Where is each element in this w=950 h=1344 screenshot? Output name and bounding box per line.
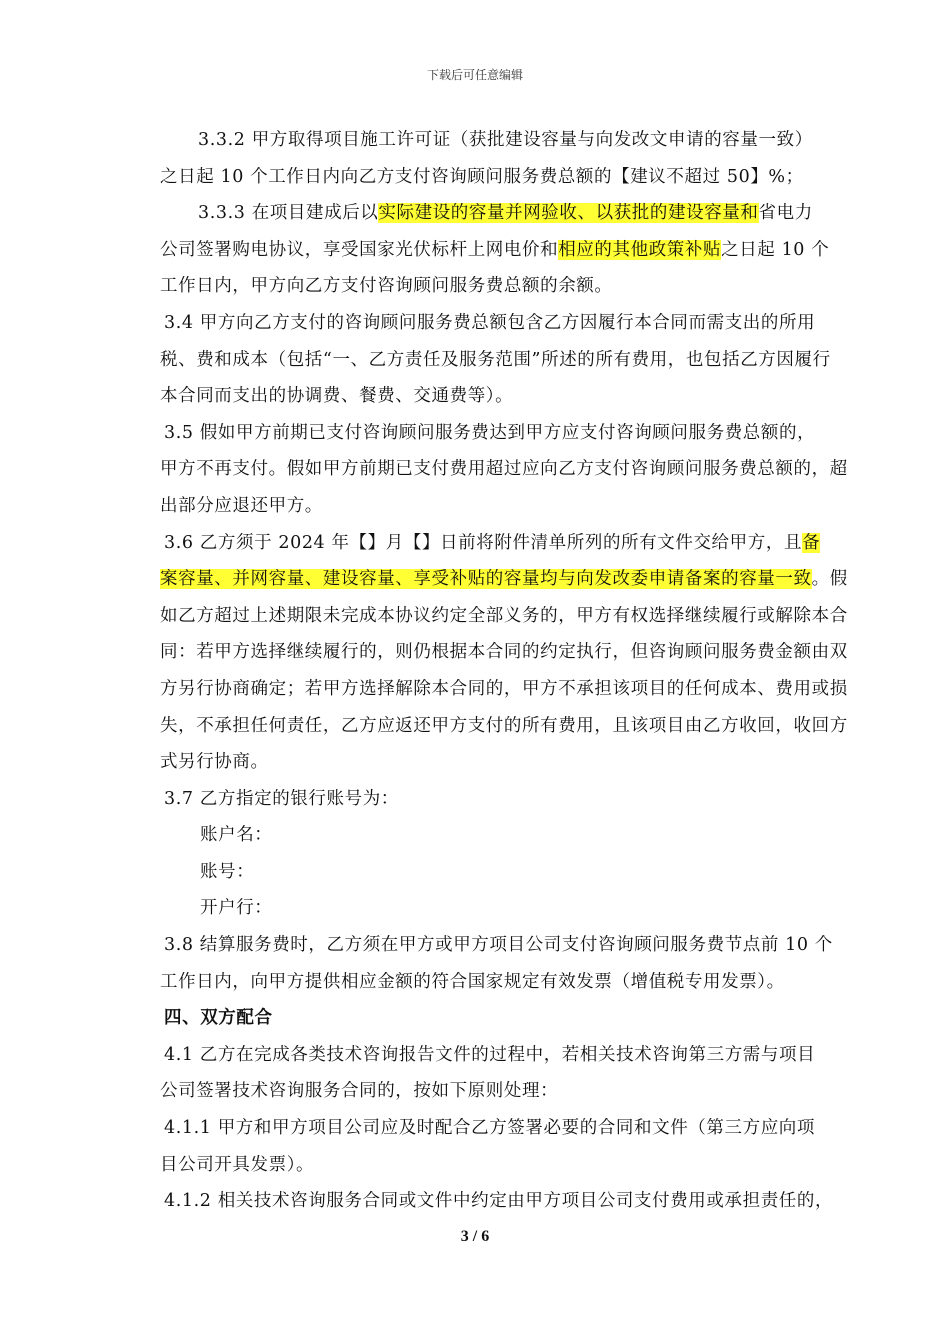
highlight-filing-start: 备 <box>802 532 821 553</box>
clause-3-6-line-3: 如乙方超过上述期限未完成本协议约定全部义务的，甲方有权选择继续履行或解除本合 <box>160 605 848 626</box>
clause-3-3-2-line-1: 3.3.2 甲方取得项目施工许可证（获批建设容量与向发改文申请的容量一致） <box>198 130 813 150</box>
account-name-label: 账户名： <box>200 825 273 846</box>
highlight-actual-capacity: 实际建设的容量并网验收、以获批的建设容量和 <box>378 203 759 224</box>
clause-4-1-1-line-2: 目公司开具发票）。 <box>160 1154 315 1175</box>
clause-4-1-2-line-1: 4.1.2 相关技术咨询服务合同或文件中约定由甲方项目公司支付费用或承担责任的， <box>164 1191 834 1212</box>
highlight-policy-subsidy: 相应的其他政策补贴 <box>558 239 722 260</box>
account-number-label: 账号： <box>200 861 255 882</box>
clause-3-5-line-3: 出部分应退还甲方。 <box>160 495 323 516</box>
clause-3-4-line-1: 3.4 甲方向乙方支付的咨询顾问服务费总额包含乙方因履行本合同而需支出的所用 <box>164 312 816 333</box>
clause-3-6-text-b: 。假 <box>811 569 848 590</box>
clause-3-4-line-2: 税、费和成本（包括“一、乙方责任及服务范围”所述的所有费用，也包括乙方因履行 <box>160 349 831 370</box>
clause-3-6-line-4: 同：若甲方选择继续履行的，则仍根据本合同的约定执行，但咨询顾问服务费金额由双 <box>160 642 848 663</box>
clause-3-4-line-3: 本合同而支出的协调费、餐费、交通费等）。 <box>160 386 514 407</box>
clause-3-6-line-1 <box>160 525 860 562</box>
clause-3-6-text-a: 3.6 乙方须于 2024 年【】月【】日前将附件清单所列的所有文件交给甲方，且 <box>164 532 803 553</box>
clause-3-8-line-1: 3.8 结算服务费时，乙方须在甲方或甲方项目公司支付咨询顾问服务费节点前 10 个 <box>164 935 833 956</box>
clause-4-1-line-2: 公司签署技术咨询服务合同的，按如下原则处理： <box>160 1081 559 1102</box>
clause-3-6-line-5: 方另行协商确定；若甲方选择解除本合同的，甲方不承担该项目的任何成本、费用或损 <box>160 678 848 699</box>
clause-3-7-line-1: 3.7 乙方指定的银行账号为： <box>164 788 399 809</box>
document-body <box>160 122 860 1220</box>
clause-3-5-line-2: 甲方不再支付。假如甲方前期已支付费用超过应向乙方支付咨询顾问服务费总额的，超 <box>160 459 848 480</box>
clause-3-6-line-7: 式另行协商。 <box>160 752 269 773</box>
clause-3-6-line-2 <box>160 561 860 598</box>
clause-4-1-1-line-1: 4.1.1 甲方和甲方项目公司应及时配合乙方签署必要的合同和文件（第三方应向项 <box>164 1118 815 1139</box>
clause-3-6-line-6: 失，不承担任何责任，乙方应返还甲方支付的所有费用，且该项目由乙方收回，收回方 <box>160 715 848 736</box>
clause-3-3-3-text-d: 公司签署购电协议，享受国家光伏标杆上网电价和 <box>160 239 559 260</box>
clause-3-3-3-line-3: 工作日内，甲方向乙方支付咨询顾问服务费总额的余额。 <box>160 276 613 297</box>
clause-3-8-line-2: 工作日内，向甲方提供相应金额的符合国家规定有效发票（增值税专用发票）。 <box>160 971 785 992</box>
bank-name-label: 开户行： <box>200 898 273 919</box>
clause-3-3-3-line-2 <box>160 232 860 269</box>
clause-3-3-2-line-2: 之日起 10 个工作日内向乙方支付咨询顾问服务费总额的【建议不超过 50】%； <box>160 166 804 187</box>
page-number: 3 / 6 <box>460 1228 490 1245</box>
clause-3-3-3-text-a: 3.3.3 在项目建成后以 <box>198 203 379 224</box>
clause-3-3-3-text-c: 省电力 <box>758 203 813 224</box>
section-4-heading: 四、双方配合 <box>164 1008 273 1029</box>
page-header-note: 下载后可任意编辑 <box>426 68 523 82</box>
highlight-filing-capacity: 案容量、并网容量、建设容量、享受补贴的容量均与向发改委申请备案的容量一致 <box>160 569 812 590</box>
clause-4-1-line-1: 4.1 乙方在完成各类技术咨询报告文件的过程中，若相关技术咨询第三方需与项目 <box>164 1044 816 1065</box>
clause-3-3-3-line-1 <box>160 195 860 232</box>
clause-3-5-line-1: 3.5 假如甲方前期已支付咨询顾问服务费达到甲方应支付咨询顾问服务费总额的， <box>164 422 816 443</box>
clause-3-3-3-text-e: 之日起 10 个 <box>721 239 830 260</box>
